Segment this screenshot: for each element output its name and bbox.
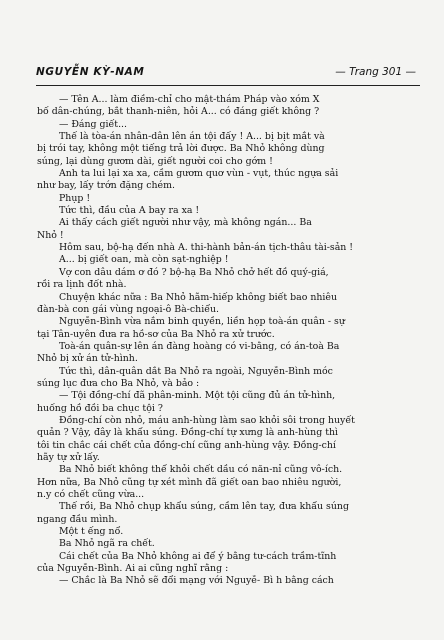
page-header [36, 66, 416, 82]
text-line: Cái chết của Ba Nhỏ không ai để ý bằng tư-cách trầm-tĩnh [59, 550, 337, 562]
text-line: Phụp ! [59, 192, 91, 204]
text-line: A... bị giết oan, mà còn sạt-nghiệp ! [59, 254, 229, 266]
text-line: rồi ra lịnh đốt nhà. [37, 279, 127, 291]
text-line: Vợ con dâu dám ơ đó ? bộ-hạ Ba Nhỏ chở hết đồ quý-giá, [59, 266, 329, 278]
text-line: của Nguyễn-Bình. Ai ai cũng nghĩ rằng : [37, 563, 229, 575]
text-line: Tức thì, đầu của A bay ra xa ! [59, 205, 200, 217]
text-line: ngang đầu mình. [37, 513, 118, 525]
page-number: — Trang 301 — [335, 66, 416, 78]
text-line: Ba Nhỏ ngã ra chết. [59, 538, 155, 550]
text-line: Thế rồi, Ba Nhỏ chụp khẩu súng, cầm lên tay, đưa khẩu súng [59, 501, 349, 513]
text-line: Tức thì, dân-quân dắt Ba Nhỏ ra ngoài, Nguyễn-Bình móc [59, 365, 333, 377]
text-line: n.y có chết cũng vừa... [37, 489, 145, 500]
header-rule [36, 85, 420, 86]
text-line: súng lục đưa cho Ba Nhỏ, và bảo : [37, 377, 200, 389]
text-line: Hơn nữa, Ba Nhỏ cũng tự xét mình đã giết oan bao nhiêu người, [37, 476, 342, 488]
text-line: Thế là tòa-án nhân-dân lên án tội đấy ! A... bị bịt mắt và [59, 131, 325, 143]
text-line: hãy tự xử lấy. [37, 451, 100, 463]
text-line: Đồng-chí còn nhỏ, máu anh-hùng làm sao khỏi sôi trong huyết [59, 414, 355, 426]
text-line: súng, lại dùng gươm dài, giết người coi cho gớm ! [37, 155, 273, 167]
running-title: NGUYỄN KỲ-NAM [36, 66, 145, 78]
text-line: đàn-bà con gái vùng ngoại-ô Bà-chiểu. [37, 303, 219, 315]
text-line: bị trói tay, không một tiếng trả lời được. Ba Nhỏ không dùng [37, 143, 325, 155]
text-line: Một t ếng nổ. [59, 526, 124, 538]
body-text [37, 94, 421, 588]
text-line: như bay, lấy trớn đặng chém. [37, 180, 175, 192]
text-line: Nhỏ bị xử án tử-hình. [37, 353, 138, 365]
text-line: Ai thấy cách giết người như vậy, mà không ngán... Ba [59, 217, 312, 229]
text-line: Hôm sau, bộ-hạ đến nhà A. thi-hành bản-án tịch-thâu tài-sản ! [59, 242, 354, 254]
text-line: Toà-án quân-sự lên án đàng hoàng có vi-bằng, có án-toà Ba [59, 340, 340, 352]
text-line: Anh ta lui lại xa xa, cầm gươm quơ vùn - vụt, thúc ngựa sải [59, 168, 339, 180]
text-line: huống hồ đồi ba chục tội ? [37, 402, 163, 414]
text-line: quản ? Vậy, đây là khẩu súng. Đồng-chí tự xưng là anh-hùng thì [37, 427, 338, 439]
text-line: Ba Nhỏ biết không thể khỏi chết dầu có năn-nỉ cũng vô-ích. [59, 464, 343, 476]
text-line: — Tên A... làm điềm-chỉ cho mật-thám Pháp vào xóm X [59, 94, 320, 105]
text-line: — Đáng giết... [59, 118, 128, 130]
text-line: — Tội đồng-chí đã phân-minh. Một tội cũng đủ án tử-hình, [59, 390, 336, 402]
text-line: tôi tin chắc cái chết của đồng-chí cũng anh-hùng vậy. Đồng-chí [37, 439, 336, 451]
text-line: Nguyễn-Bình vừa nắm binh quyền, liền họp toà-án quân - sự [59, 316, 345, 328]
text-line: tại Tân-uyên đưa ra hồ-sơ của Ba Nhỏ ra xử trước. [37, 328, 275, 340]
text-line: — Chắc là Ba Nhỏ sẽ đổi mạng với Nguyễ- Bì h bằng cách [59, 575, 334, 587]
text-line: bố dân-chúng, bắt thanh-niên, hỏi A... có đáng giết không ? [37, 106, 320, 118]
text-line: Nhỏ ! [37, 229, 64, 241]
text-line: Chuyện khác nữa : Ba Nhỏ hãm-hiếp không biết bao nhiêu [59, 291, 337, 303]
